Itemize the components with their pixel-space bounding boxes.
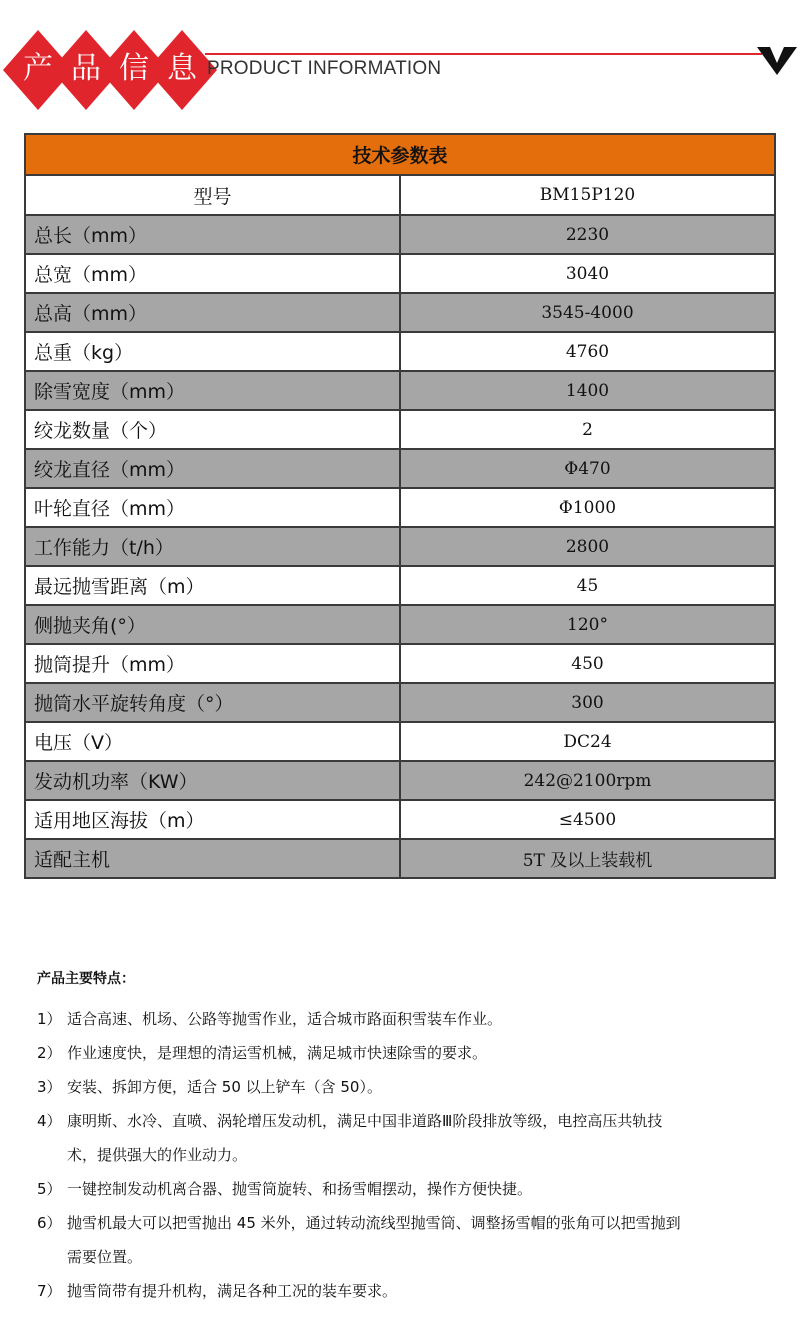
spec-value: Φ1000 <box>400 488 775 527</box>
spec-table-row <box>25 488 775 527</box>
spec-label: 总宽（mm） <box>25 254 400 293</box>
feature-item <box>37 1104 782 1172</box>
feature-number: 5） <box>37 1180 62 1198</box>
feature-text-line: 适合高速、机场、公路等抛雪作业，适合城市路面积雪装车作业。 <box>67 1010 503 1028</box>
spec-table-title-row <box>25 134 775 175</box>
spec-table-row <box>25 800 775 839</box>
spec-value: 3040 <box>400 254 775 293</box>
feature-text-line: 安装、拆卸方便，适合 50 以上铲车（含 50）。 <box>67 1078 382 1096</box>
spec-table-row <box>25 644 775 683</box>
feature-text-line: 作业速度快，是理想的清运雪机械，满足城市快速除雪的要求。 <box>67 1044 488 1062</box>
spec-value: 242@2100rpm <box>400 761 775 800</box>
feature-number: 6） <box>37 1214 62 1232</box>
feature-number: 4） <box>37 1112 62 1130</box>
spec-value: ≤4500 <box>400 800 775 839</box>
spec-table-row <box>25 449 775 488</box>
spec-value: 120° <box>400 605 775 644</box>
section-header <box>0 0 800 110</box>
spec-value: 4760 <box>400 332 775 371</box>
spec-value: 2800 <box>400 527 775 566</box>
spec-table-row <box>25 293 775 332</box>
feature-number: 1） <box>37 1010 62 1028</box>
feature-number: 2） <box>37 1044 62 1062</box>
spec-table-row <box>25 332 775 371</box>
header-title-char: 品 <box>71 51 101 86</box>
feature-number: 3） <box>37 1078 62 1096</box>
spec-label: 叶轮直径（mm） <box>25 488 400 527</box>
feature-text-line: 康明斯、水冷、直喷、涡轮增压发动机，满足中国非道路Ⅲ阶段排放等级，电控高压共轨技 <box>67 1112 663 1130</box>
spec-label: 抛筒水平旋转角度（°） <box>25 683 400 722</box>
spec-value: DC24 <box>400 722 775 761</box>
feature-item <box>37 1036 782 1070</box>
spec-table-title: 技术参数表 <box>25 134 775 175</box>
spec-table-row <box>25 215 775 254</box>
spec-value: 5T 及以上装载机 <box>400 839 775 878</box>
features-section <box>37 968 782 1308</box>
spec-table-model-row <box>25 175 775 215</box>
spec-label: 侧抛夹角(°） <box>25 605 400 644</box>
feature-text-line: 术，提供强大的作业动力。 <box>67 1146 248 1164</box>
feature-number: 7） <box>37 1282 62 1300</box>
spec-label: 抛筒提升（mm） <box>25 644 400 683</box>
spec-model-value: BM15P120 <box>400 175 775 215</box>
spec-table-row <box>25 761 775 800</box>
feature-item <box>37 1206 782 1274</box>
spec-label: 发动机功率（KW） <box>25 761 400 800</box>
spec-value: 2230 <box>400 215 775 254</box>
feature-text-line: 抛雪筒带有提升机构，满足各种工况的装车要求。 <box>67 1282 398 1300</box>
spec-label: 总高（mm） <box>25 293 400 332</box>
spec-value: 1400 <box>400 371 775 410</box>
spec-value: Φ470 <box>400 449 775 488</box>
spec-value: 45 <box>400 566 775 605</box>
feature-item <box>37 1172 782 1206</box>
header-title-char: 信 <box>119 51 149 86</box>
v-logo-icon <box>757 47 797 75</box>
header-title-char: 产 <box>23 51 53 86</box>
spec-label: 适用地区海拔（m） <box>25 800 400 839</box>
spec-label: 除雪宽度（mm） <box>25 371 400 410</box>
spec-table <box>24 133 776 879</box>
spec-table-row <box>25 605 775 644</box>
spec-label: 总长（mm） <box>25 215 400 254</box>
feature-text-line: 抛雪机最大可以把雪抛出 45 米外，通过转动流线型抛雪筒、调整扬雪帽的张角可以把雪抛到 <box>67 1214 681 1232</box>
spec-table-row <box>25 527 775 566</box>
spec-model-label: 型号 <box>25 175 400 215</box>
spec-value: 300 <box>400 683 775 722</box>
feature-text-line: 一键控制发动机离合器、抛雪筒旋转、和扬雪帽摆动，操作方便快捷。 <box>67 1180 533 1198</box>
spec-value: 2 <box>400 410 775 449</box>
spec-label: 绞龙直径（mm） <box>25 449 400 488</box>
spec-label: 工作能力（t/h） <box>25 527 400 566</box>
feature-item <box>37 1070 782 1104</box>
spec-table-row <box>25 410 775 449</box>
feature-item <box>37 1274 782 1308</box>
header-title-char: 息 <box>167 51 197 86</box>
spec-table-row <box>25 566 775 605</box>
spec-table-row <box>25 722 775 761</box>
feature-item <box>37 1002 782 1036</box>
features-title: 产品主要特点： <box>37 971 135 987</box>
spec-table-row <box>25 839 775 878</box>
spec-label: 最远抛雪距离（m） <box>25 566 400 605</box>
spec-table-row <box>25 254 775 293</box>
header-english-title: PRODUCT INFORMATION <box>207 58 442 79</box>
feature-text-line: 需要位置。 <box>67 1248 143 1266</box>
spec-table-row <box>25 683 775 722</box>
spec-value: 450 <box>400 644 775 683</box>
spec-value: 3545-4000 <box>400 293 775 332</box>
spec-label: 绞龙数量（个） <box>25 410 400 449</box>
spec-table-row <box>25 371 775 410</box>
spec-label: 适配主机 <box>25 839 400 878</box>
feature-list <box>37 1002 782 1308</box>
spec-label: 总重（kg） <box>25 332 400 371</box>
spec-label: 电压（V） <box>25 722 400 761</box>
